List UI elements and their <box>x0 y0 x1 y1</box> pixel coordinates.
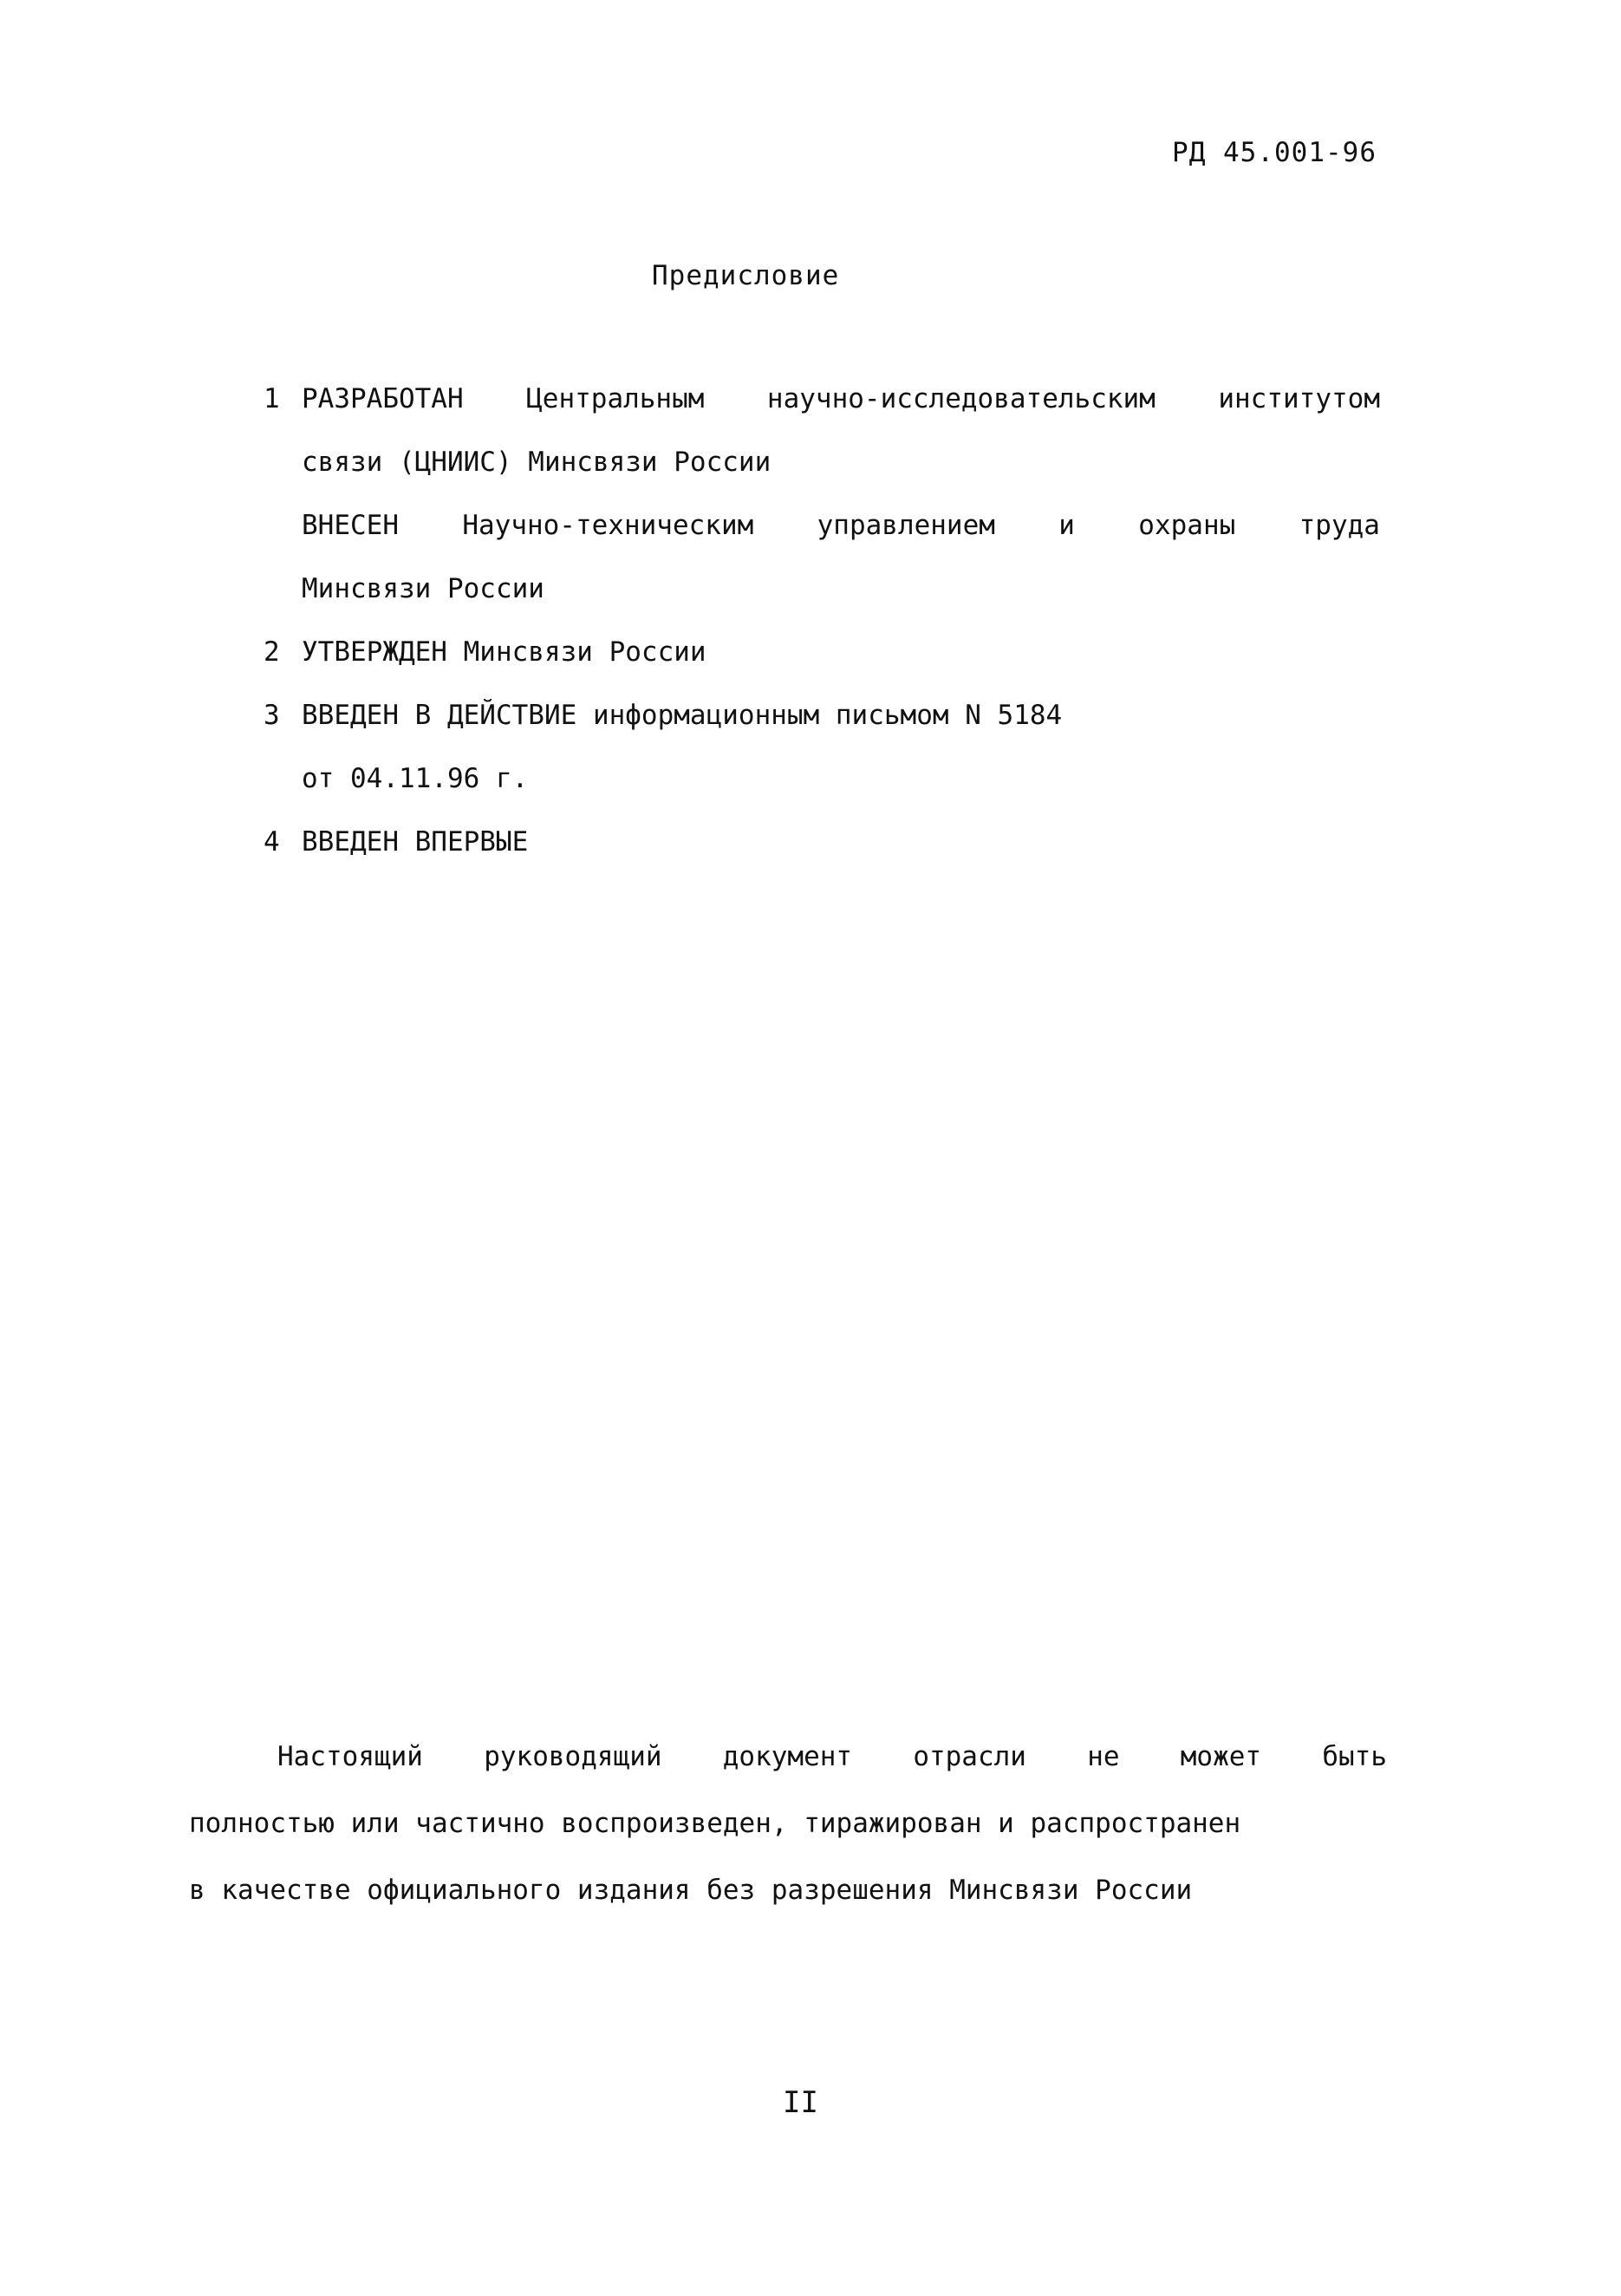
preface-item-4 <box>264 826 528 858</box>
word: отрасли <box>913 1741 1026 1772</box>
preface-item-1-line-2: связи (ЦНИИС) Минсвязи России <box>302 447 771 478</box>
word: труда <box>1299 510 1380 541</box>
word: и <box>1058 510 1075 541</box>
word: быть <box>1322 1741 1387 1772</box>
word: институтом <box>1218 383 1380 414</box>
word: документ <box>722 1741 853 1772</box>
preface-item-2 <box>264 636 706 668</box>
page-number: II <box>783 2085 818 2120</box>
preface-item-3-line-2: от 04.11.96 г. <box>302 763 529 794</box>
word: охраны <box>1138 510 1236 541</box>
preface-item-1-submitted-line-2: Минсвязи России <box>302 573 544 604</box>
word: Центральным <box>526 383 705 414</box>
preface-item-3 <box>264 700 1062 731</box>
item-number: 4 <box>264 826 280 858</box>
word: не <box>1087 1741 1120 1772</box>
notice-line-2: полностью или частично воспроизведен, тиражирован и распространен <box>189 1808 1241 1839</box>
preface-item-1 <box>264 383 1380 414</box>
word: управлением <box>817 510 995 541</box>
notice-line-1 <box>189 1741 1387 1772</box>
word: научно-исследовательским <box>766 383 1156 414</box>
word: Настоящий <box>277 1741 423 1772</box>
item-text: ВВЕДЕН В ДЕЙСТВИЕ информационным письмом N 5184 <box>302 700 1063 731</box>
word: руководящий <box>484 1741 662 1772</box>
item-1-prefix <box>264 383 464 414</box>
item-keyword: РАЗРАБОТАН <box>302 383 464 414</box>
item-number: 2 <box>264 636 280 668</box>
item-text: ВВЕДЕН ВПЕРВЫЕ <box>302 826 529 858</box>
word: ВНЕСЕН <box>302 510 399 541</box>
word: может <box>1180 1741 1262 1772</box>
notice-line-3: в качестве официального издания без разрешения Минсвязи России <box>189 1875 1193 1906</box>
preface-item-1-submitted <box>302 510 1380 541</box>
item-number: 3 <box>264 700 280 731</box>
item-number: 1 <box>264 383 280 414</box>
preface-title: Предисловие <box>652 260 840 291</box>
item-text: УТВЕРЖДЕН Минсвязи России <box>302 636 706 668</box>
document-code: РД 45.001-96 <box>1172 137 1377 168</box>
word: Научно-техническим <box>462 510 754 541</box>
